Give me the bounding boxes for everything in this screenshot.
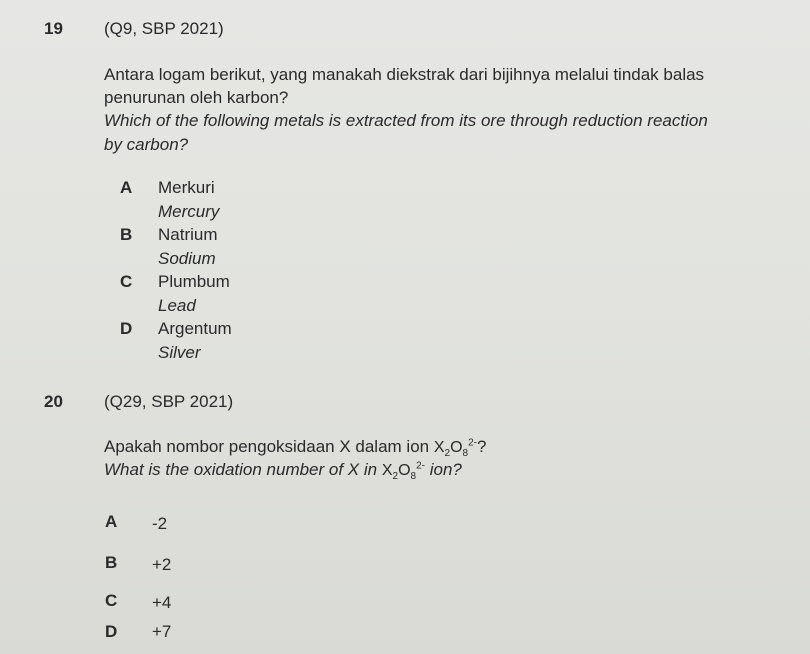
option-english: Sodium [158, 249, 216, 268]
malay-stem: Apakah nombor pengoksidaan X dalam ion [104, 437, 430, 456]
option-value: +2 [152, 555, 172, 574]
option-value: +4 [152, 593, 172, 612]
question-20-malay-line [104, 437, 486, 459]
option-malay: Merkuri [158, 178, 215, 197]
option-letter[interactable]: C [105, 591, 118, 610]
option-letter[interactable]: B [105, 553, 118, 572]
chemical-formula: $X_2O_8^{2-}$ [381, 460, 425, 483]
option-value: -2 [152, 514, 168, 533]
question-20-english-line [104, 460, 462, 482]
question-20-source: (Q29, SBP 2021) [104, 392, 234, 411]
question-20-number: 20 [44, 392, 63, 411]
option-letter[interactable]: D [120, 319, 133, 338]
english-suffix: ion? [429, 460, 462, 479]
option-letter[interactable]: A [105, 512, 118, 531]
option-value: +7 [152, 622, 172, 641]
english-stem: What is the oxidation number of X in [104, 460, 378, 479]
question-19-malay-line-2: penurunan oleh karbon? [104, 88, 289, 107]
malay-suffix: ? [477, 437, 487, 456]
option-letter[interactable]: B [120, 225, 133, 244]
question-19-malay-line-1: Antara logam berikut, yang manakah diekstrak dari bijihnya melalui tindak balas [104, 65, 705, 84]
question-19-number: 19 [44, 19, 63, 38]
question-19-source: (Q9, SBP 2021) [104, 19, 224, 38]
option-malay: Plumbum [158, 272, 230, 291]
option-english: Lead [158, 296, 196, 315]
option-english: Silver [158, 343, 201, 362]
option-letter[interactable]: A [120, 178, 133, 197]
question-19-english-line-1: Which of the following metals is extracted from its ore through reduction reaction [104, 111, 708, 130]
option-letter[interactable]: D [105, 622, 118, 641]
option-letter[interactable]: C [120, 272, 133, 291]
question-19-english-line-2: by carbon? [104, 135, 189, 154]
option-english: Mercury [158, 202, 220, 221]
option-malay: Argentum [158, 319, 232, 338]
chemical-formula: $X_2O_8^{2-}$ [433, 437, 477, 460]
option-malay: Natrium [158, 225, 218, 244]
